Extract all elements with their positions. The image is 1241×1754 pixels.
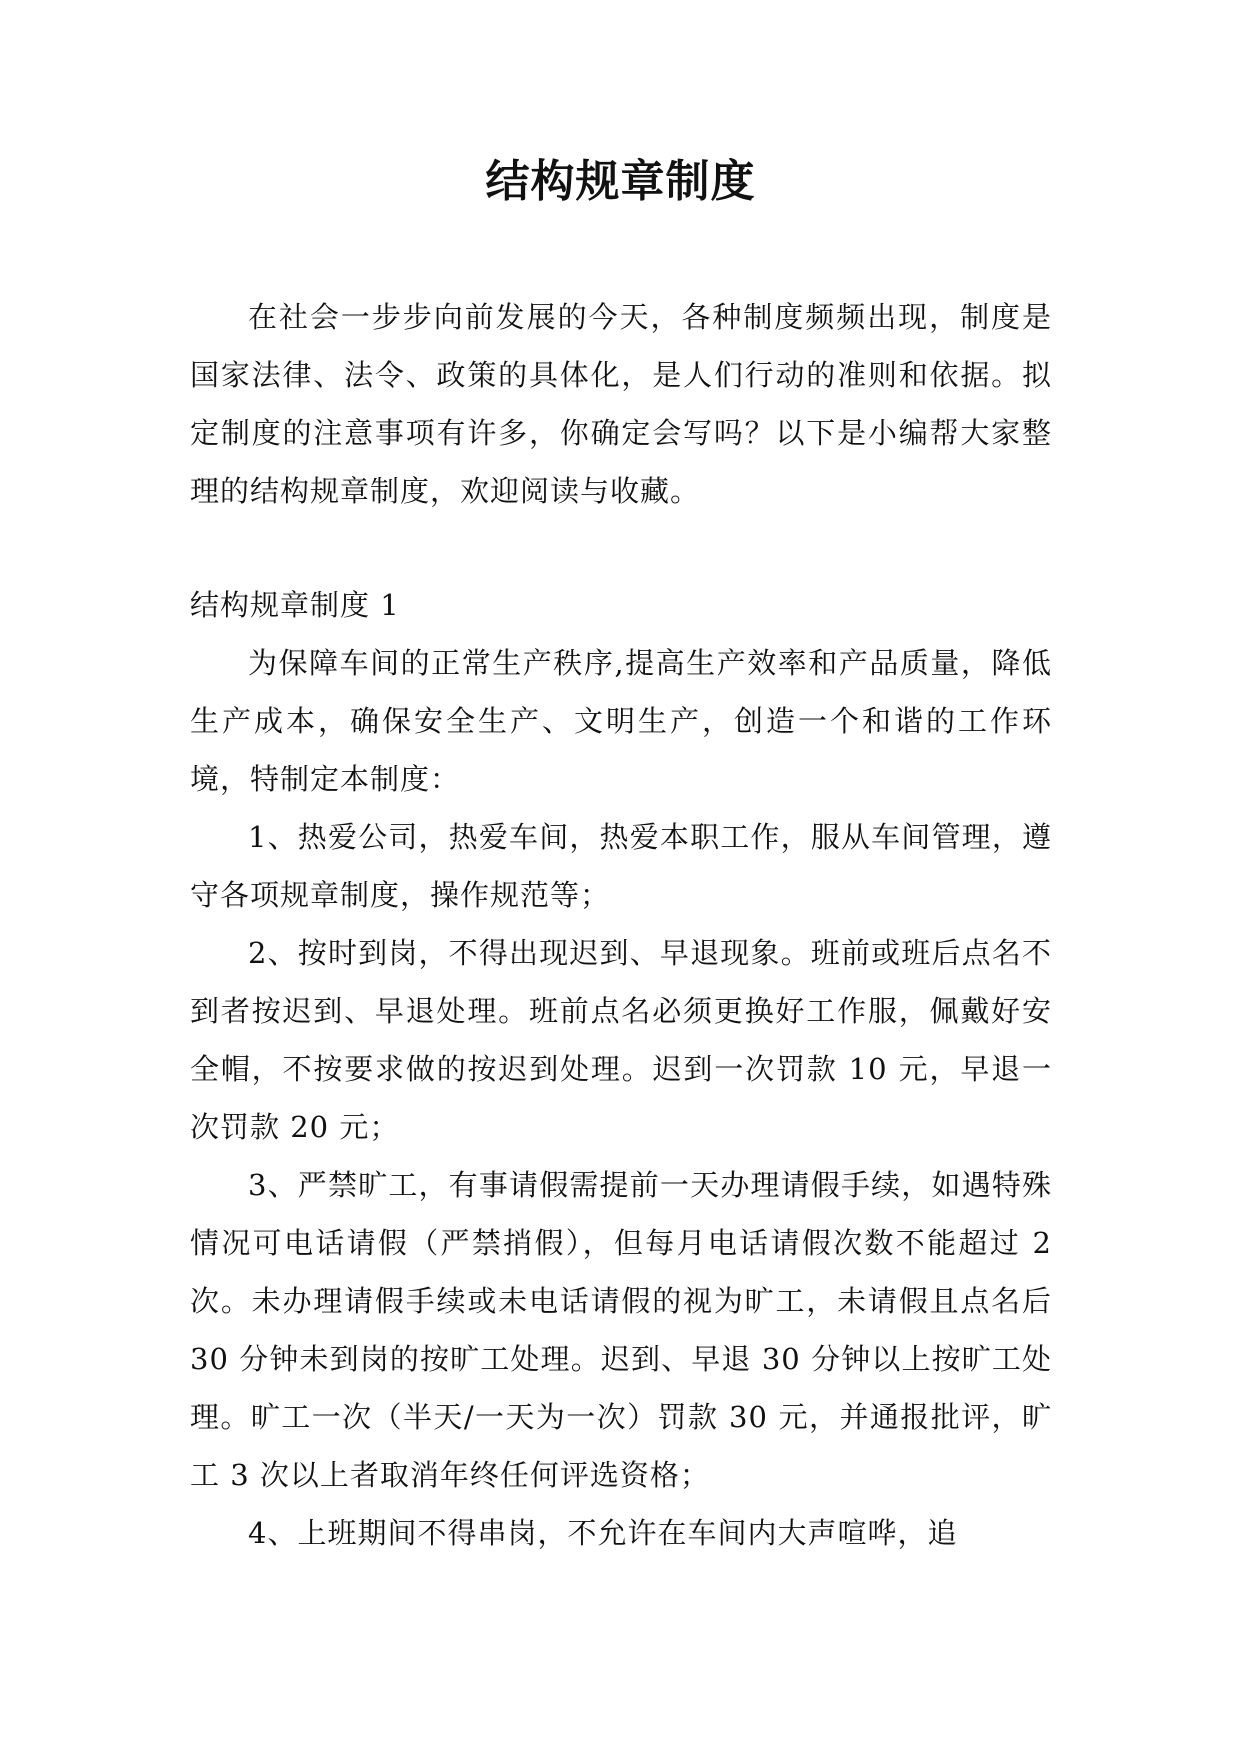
rule-item-3: 3、严禁旷工，有事请假需提前一天办理请假手续，如遇特殊情况可电话请假（严禁捎假），但每月电话请假次数不能超过 2 次。未办理请假手续或未电话请假的视为旷工，未请假且点名后 30 分钟未到岗的按旷工处理。迟到、早退 30 分钟以上按旷工处理。旷工一次（半天/一天为一次）罚款 30 元，并通报批评，旷工 3 次以上者取消年终任何评选资格； [190,1168,1052,1492]
rule-item-1: 1、热爱公司，热爱车间，热爱本职工作，服从车间管理，遵守各项规章制度，操作规范等； [190,820,1052,912]
document-title: 结构规章制度 [485,156,756,207]
document-body [190,288,1052,1562]
paragraph-spacer [190,520,1052,576]
section-heading: 结构规章制度 1 [190,588,400,622]
intro-paragraph: 在社会一步步向前发展的今天，各种制度频频出现，制度是国家法律、法令、政策的具体化，是人们行动的准则和依据。拟定制度的注意事项有许多，你确定会写吗？以下是小编帮大家整理的结构规章制度，欢迎阅读与收藏。 [190,300,1052,508]
rule-item-2: 2、按时到岗，不得出现迟到、早退现象。班前或班后点名不到者按迟到、早退处理。班前点名必须更换好工作服，佩戴好安全帽，不按要求做的按迟到处理。迟到一次罚款 10 元，早退一次罚款 20 元； [190,936,1052,1144]
rule-item-4: 4、上班期间不得串岗，不允许在车间内大声喧哗，追 [248,1516,958,1550]
section-intro-paragraph: 为保障车间的正常生产秩序,提高生产效率和产品质量，降低生产成本，确保安全生产、文明生产，创造一个和谐的工作环境，特制定本制度： [190,646,1052,796]
